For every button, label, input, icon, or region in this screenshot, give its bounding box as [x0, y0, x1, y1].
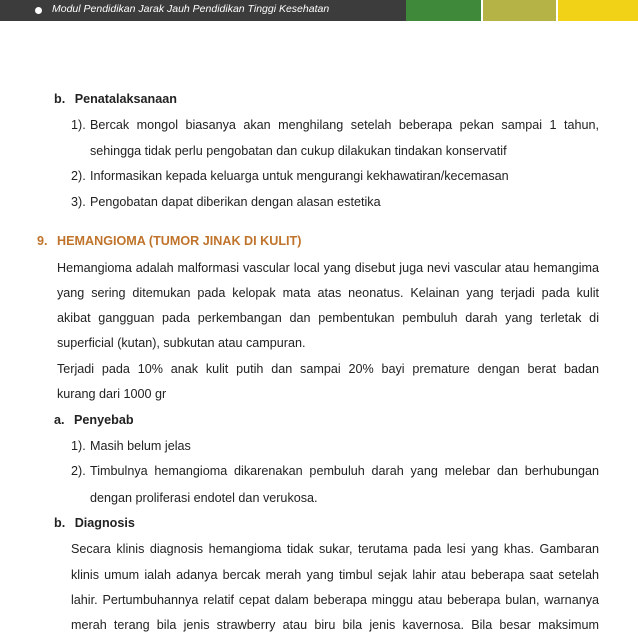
header-green-block — [406, 0, 481, 21]
subheading-text: Diagnosis — [74, 516, 135, 530]
header-yellow-block — [558, 0, 638, 21]
subheading-label: b. — [54, 92, 66, 106]
paragraph-line: yang sering ditemukan pada kelopak mata atas neonatus. Kelainan yang terjadi pada kulit — [57, 286, 599, 300]
paragraph-line: Secara klinis diagnosis hemangioma tidak sukar, terutama pada lesi yang khas. Gambaran — [71, 542, 599, 556]
list-number: 3). — [71, 195, 86, 209]
header-bullet-icon — [35, 7, 42, 14]
paragraph-line: lahir. Pertumbuhannya relatif cepat dalam beberapa minggu atau beberapa bulan, warnanya — [71, 593, 599, 607]
subheading-penatalaksanaan — [54, 91, 177, 107]
section-heading — [37, 233, 301, 249]
list-number: 1). — [71, 439, 86, 453]
header-module-title: Modul Pendidikan Jarak Jauh Pendidikan Tinggi Kesehatan — [52, 3, 330, 15]
list-item-continuation: dengan proliferasi endotel dan verukosa. — [90, 491, 318, 505]
list-number: 2). — [71, 464, 86, 478]
section-number: 9. — [37, 234, 48, 248]
paragraph-line: superficial (kutan), subkutan atau campuran. — [57, 336, 306, 350]
paragraph-line: kurang dari 1000 gr — [57, 387, 167, 401]
list-number: 2). — [71, 169, 86, 183]
list-item-text: Timbulnya hemangioma dikarenakan pembuluh darah yang melebar dan berhubungan — [90, 464, 599, 478]
header-olive-block — [483, 0, 556, 21]
paragraph-line: Terjadi pada 10% anak kulit putih dan sampai 20% bayi premature dengan berat badan — [57, 362, 599, 376]
list-item-text: Bercak mongol biasanya akan menghilang setelah beberapa pekan sampai 1 tahun, — [90, 118, 599, 132]
subheading-text: Penyebab — [74, 413, 134, 427]
list-item-text: Informasikan kepada keluarga untuk mengurangi kekhawatiran/kecemasan — [90, 169, 509, 183]
list-item-text: Masih belum jelas — [90, 439, 191, 453]
subheading-label: b. — [54, 516, 66, 530]
subheading-penyebab — [54, 412, 134, 428]
subheading-text: Penatalaksanaan — [74, 92, 177, 106]
list-item-text: Pengobatan dapat diberikan dengan alasan estetika — [90, 195, 381, 209]
paragraph-line: merah terang bila jenis strawberry atau biru bila jenis kavernosa. Bila besar maksimum — [71, 618, 599, 632]
page-header — [0, 0, 638, 21]
list-number: 1). — [71, 118, 86, 132]
subheading-diagnosis — [54, 515, 135, 531]
subheading-label: a. — [54, 413, 65, 427]
paragraph-line: Hemangioma adalah malformasi vascular local yang disebut juga nevi vascular atau hemangima — [57, 261, 599, 275]
paragraph-line: klinis umum ialah adanya bercak merah yang timbul sejak lahir atau beberapa saat setelah — [71, 568, 599, 582]
section-title: HEMANGIOMA (TUMOR JINAK DI KULIT) — [57, 234, 302, 248]
paragraph-line: akibat gangguan pada perkembangan dan pembentukan pembuluh darah yang terletak di — [57, 311, 599, 325]
list-item-continuation: sehingga tidak perlu pengobatan dan cukup dilakukan tindakan konservatif — [90, 144, 507, 158]
